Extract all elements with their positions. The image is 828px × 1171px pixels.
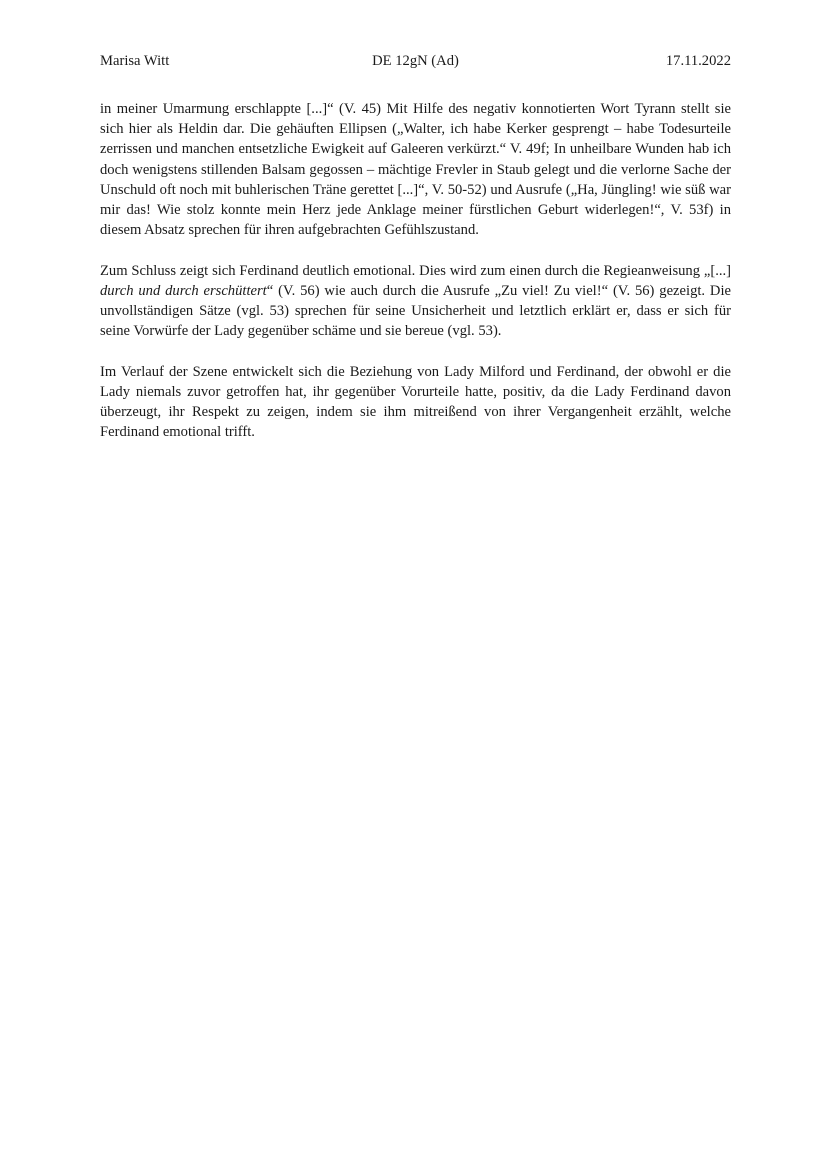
paragraph-summary: Im Verlauf der Szene entwickelt sich die Beziehung von Lady Milford und Ferdinand, der obwohl er die Lady niemals zuvor getroffen hat, ihr gegenüber Vorurteile hatte, positiv, da die Lady Ferdinand davon überzeugt, ihr Respekt zu zeigen, indem sie ihm mitreißend von ihrer Vergangenheit erzählt, welche Ferdinand emotional trifft. <box>100 363 731 441</box>
stage-direction-quote: durch und durch erschüttert <box>100 282 267 299</box>
document-body <box>100 99 731 463</box>
paragraph-text-after-quote: “ (V. 56) wie auch durch die Ausrufe „Zu viel! Zu viel!“ (V. 56) gezeigt. Die unvollständigen Sätze (vgl. 53) sprechen für seine Unsicherheit und letztlich erklärt er, dass er sich für seine Vorwürfe der Lady gegenüber schäme und sie bereue (vgl. 53). <box>100 282 732 340</box>
header-date: 17.11.2022 <box>665 53 731 69</box>
header-author: Marisa Witt <box>100 53 170 69</box>
paragraph-text-before-quote: Zum Schluss zeigt sich Ferdinand deutlich emotional. Dies wird zum einen durch die Regieanweisung „[...] <box>100 262 731 279</box>
paragraph-analysis-lady: in meiner Umarmung erschlappte [...]“ (V. 45) Mit Hilfe des negativ konnotierten Wort Tyrann stellt sie sich hier als Heldin dar. Die gehäuften Ellipsen („Walter, ich habe Kerker gesprengt – habe Todesurteile zerrissen und manchen entsetzliche Ewigkeit auf Galeeren verkürzt.“ V. 49f; In unheilbare Wunden hab ich doch wenigstens stillenden Balsam gegossen – mächtige Frevler in Staub gelegt und die verlorne Sache der Unschuld oft noch mit buhlerischen Träne gerettet [...]“, V. 50-52) und Ausrufe („Ha, Jüngling! wie süß war mir das! Wie stolz konnte mein Herz jede Anklage meiner fürstlichen Geburt widerlegen!“, V. 53f) in diesem Absatz sprechen für ihren aufgebrachten Gefühlszustand. <box>100 101 731 239</box>
header-course: DE 12gN (Ad) <box>372 53 459 69</box>
page-header <box>100 51 731 71</box>
paragraph-conclusion-ferdinand <box>100 261 731 342</box>
